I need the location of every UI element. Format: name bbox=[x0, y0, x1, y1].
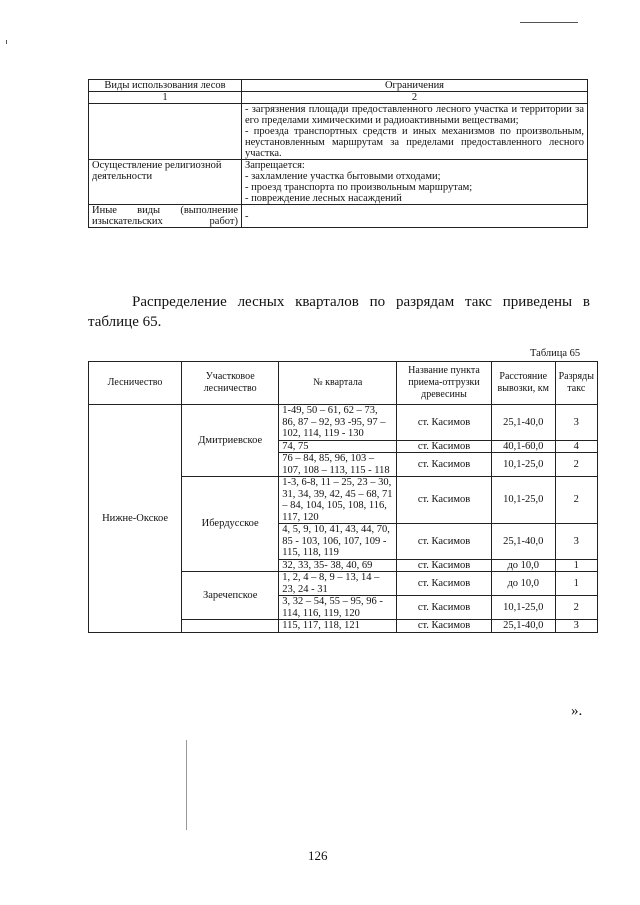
distance-cell: 10,1-25,0 bbox=[491, 453, 555, 477]
quarters-cell: 3, 32 – 54, 55 – 95, 96 - 114, 116, 119, 120 bbox=[279, 596, 397, 620]
scan-artifact-vertical-line bbox=[186, 740, 187, 830]
table-caption: Таблица 65 bbox=[530, 348, 581, 359]
loading-point-cell: ст. Касимов bbox=[397, 572, 492, 596]
empty-district-cell bbox=[182, 620, 279, 633]
forest-use-restrictions-table bbox=[88, 79, 588, 228]
tax-rank-cell: 4 bbox=[555, 440, 597, 453]
quarters-cell: 1-49, 50 – 61, 62 – 73, 86, 87 – 92, 93 -95, 97 – 102, 114, 119 - 130 bbox=[279, 405, 397, 441]
loading-point-cell: ст. Касимов bbox=[397, 453, 492, 477]
quarters-cell: 32, 33, 35- 38, 40, 69 bbox=[279, 559, 397, 572]
quarters-cell: 115, 117, 118, 121 bbox=[279, 620, 397, 633]
loading-point-cell: ст. Касимов bbox=[397, 440, 492, 453]
distance-cell: 25,1-40,0 bbox=[491, 524, 555, 560]
loading-point-cell: ст. Касимов bbox=[397, 559, 492, 572]
restriction-line: - проезда транспортных средств и иных механизмов по произвольным, неустановленным маршрутам за пределами предоставленного лесного участка. bbox=[245, 126, 584, 159]
loading-point-cell: ст. Касимов bbox=[397, 477, 492, 524]
restrictions-cell bbox=[242, 104, 588, 160]
restriction-line: - повреждение лесных насаждений bbox=[245, 193, 402, 204]
table-row bbox=[89, 104, 588, 160]
tax-rank-cell: 2 bbox=[555, 453, 597, 477]
paragraph-line: Распределение лесных кварталов по разрядам такс приведены в bbox=[132, 294, 590, 310]
header-distance: Расстояние вывозки, км bbox=[491, 362, 555, 405]
quarters-cell: 1, 2, 4 – 8, 9 – 13, 14 – 23, 24 - 31 bbox=[279, 572, 397, 596]
header-restrictions: Ограничения bbox=[242, 80, 588, 92]
header-forestry: Лесничество bbox=[89, 362, 182, 405]
distance-cell: 10,1-25,0 bbox=[491, 477, 555, 524]
column-number: 1 bbox=[89, 92, 242, 104]
use-type-cell: Иные виды (выполнение изыскательских работ) bbox=[89, 205, 242, 228]
distance-cell: до 10,0 bbox=[491, 572, 555, 596]
quarters-cell: 76 – 84, 85, 96, 103 – 107, 108 – 113, 115 - 118 bbox=[279, 453, 397, 477]
distance-cell: до 10,0 bbox=[491, 559, 555, 572]
use-type-cell: Осуществление религиозной деятельности bbox=[89, 160, 242, 205]
restriction-line: Запрещается: bbox=[245, 160, 305, 171]
district-cell: Дмитриевское bbox=[182, 405, 279, 477]
table-row bbox=[89, 205, 588, 228]
loading-point-cell: ст. Касимов bbox=[397, 620, 492, 633]
tax-rank-cell: 2 bbox=[555, 477, 597, 524]
column-number-row bbox=[89, 92, 588, 104]
quarters-cell: 74, 75 bbox=[279, 440, 397, 453]
tax-rank-cell: 1 bbox=[555, 572, 597, 596]
restriction-line: - проезд транспорта по произвольным маршрутам; bbox=[245, 182, 473, 193]
distance-cell: 40,1-60,0 bbox=[491, 440, 555, 453]
page-number: 126 bbox=[308, 848, 328, 863]
forest-quarters-table bbox=[88, 361, 598, 633]
use-type-cell bbox=[89, 104, 242, 160]
district-cell: Заречепское bbox=[182, 572, 279, 620]
district-cell: Ибердусское bbox=[182, 477, 279, 572]
quarters-cell: 1-3, 6-8, 11 – 25, 23 – 30, 31, 34, 39, 42, 45 – 68, 71 – 84, 104, 105, 108, 116, 117, 120 bbox=[279, 477, 397, 524]
closing-quote: ». bbox=[571, 703, 583, 719]
table-row bbox=[89, 405, 598, 441]
restrictions-cell: - bbox=[242, 205, 588, 228]
loading-point-cell: ст. Касимов bbox=[397, 405, 492, 441]
distance-cell: 25,1-40,0 bbox=[491, 405, 555, 441]
paragraph-line: таблице 65. bbox=[88, 314, 162, 330]
distance-cell: 10,1-25,0 bbox=[491, 596, 555, 620]
table-header-row bbox=[89, 362, 598, 405]
tax-rank-cell: 3 bbox=[555, 524, 597, 560]
table-header-row bbox=[89, 80, 588, 92]
loading-point-cell: ст. Касимов bbox=[397, 524, 492, 560]
scan-artifact-top-right bbox=[520, 22, 578, 23]
quarters-cell: 4, 5, 9, 10, 41, 43, 44, 70, 85 - 103, 106, 107, 109 - 115, 118, 119 bbox=[279, 524, 397, 560]
header-use-type: Виды использования лесов bbox=[89, 80, 242, 92]
restriction-line: - загрязнения площади предоставленного лесного участка и территории за его пределами химическими и радиоактивными веществами; bbox=[245, 104, 584, 126]
tax-rank-cell: 3 bbox=[555, 620, 597, 633]
restrictions-cell bbox=[242, 160, 588, 205]
distance-cell: 25,1-40,0 bbox=[491, 620, 555, 633]
scan-artifact-left-dot bbox=[6, 40, 7, 44]
header-quarter: № квартала bbox=[279, 362, 397, 405]
restriction-line: - захламление участка бытовыми отходами; bbox=[245, 171, 441, 182]
column-number: 2 bbox=[242, 92, 588, 104]
header-district: Участковое лесничество bbox=[182, 362, 279, 405]
loading-point-cell: ст. Касимов bbox=[397, 596, 492, 620]
tax-rank-cell: 2 bbox=[555, 596, 597, 620]
header-tax-rank: Разряды такс bbox=[555, 362, 597, 405]
tax-rank-cell: 1 bbox=[555, 559, 597, 572]
forestry-cell: Нижне-Окское bbox=[89, 405, 182, 633]
tax-rank-cell: 3 bbox=[555, 405, 597, 441]
header-loading-point: Название пункта приема-отгрузки древесины bbox=[397, 362, 492, 405]
table-row bbox=[89, 160, 588, 205]
body-paragraph bbox=[88, 292, 590, 332]
